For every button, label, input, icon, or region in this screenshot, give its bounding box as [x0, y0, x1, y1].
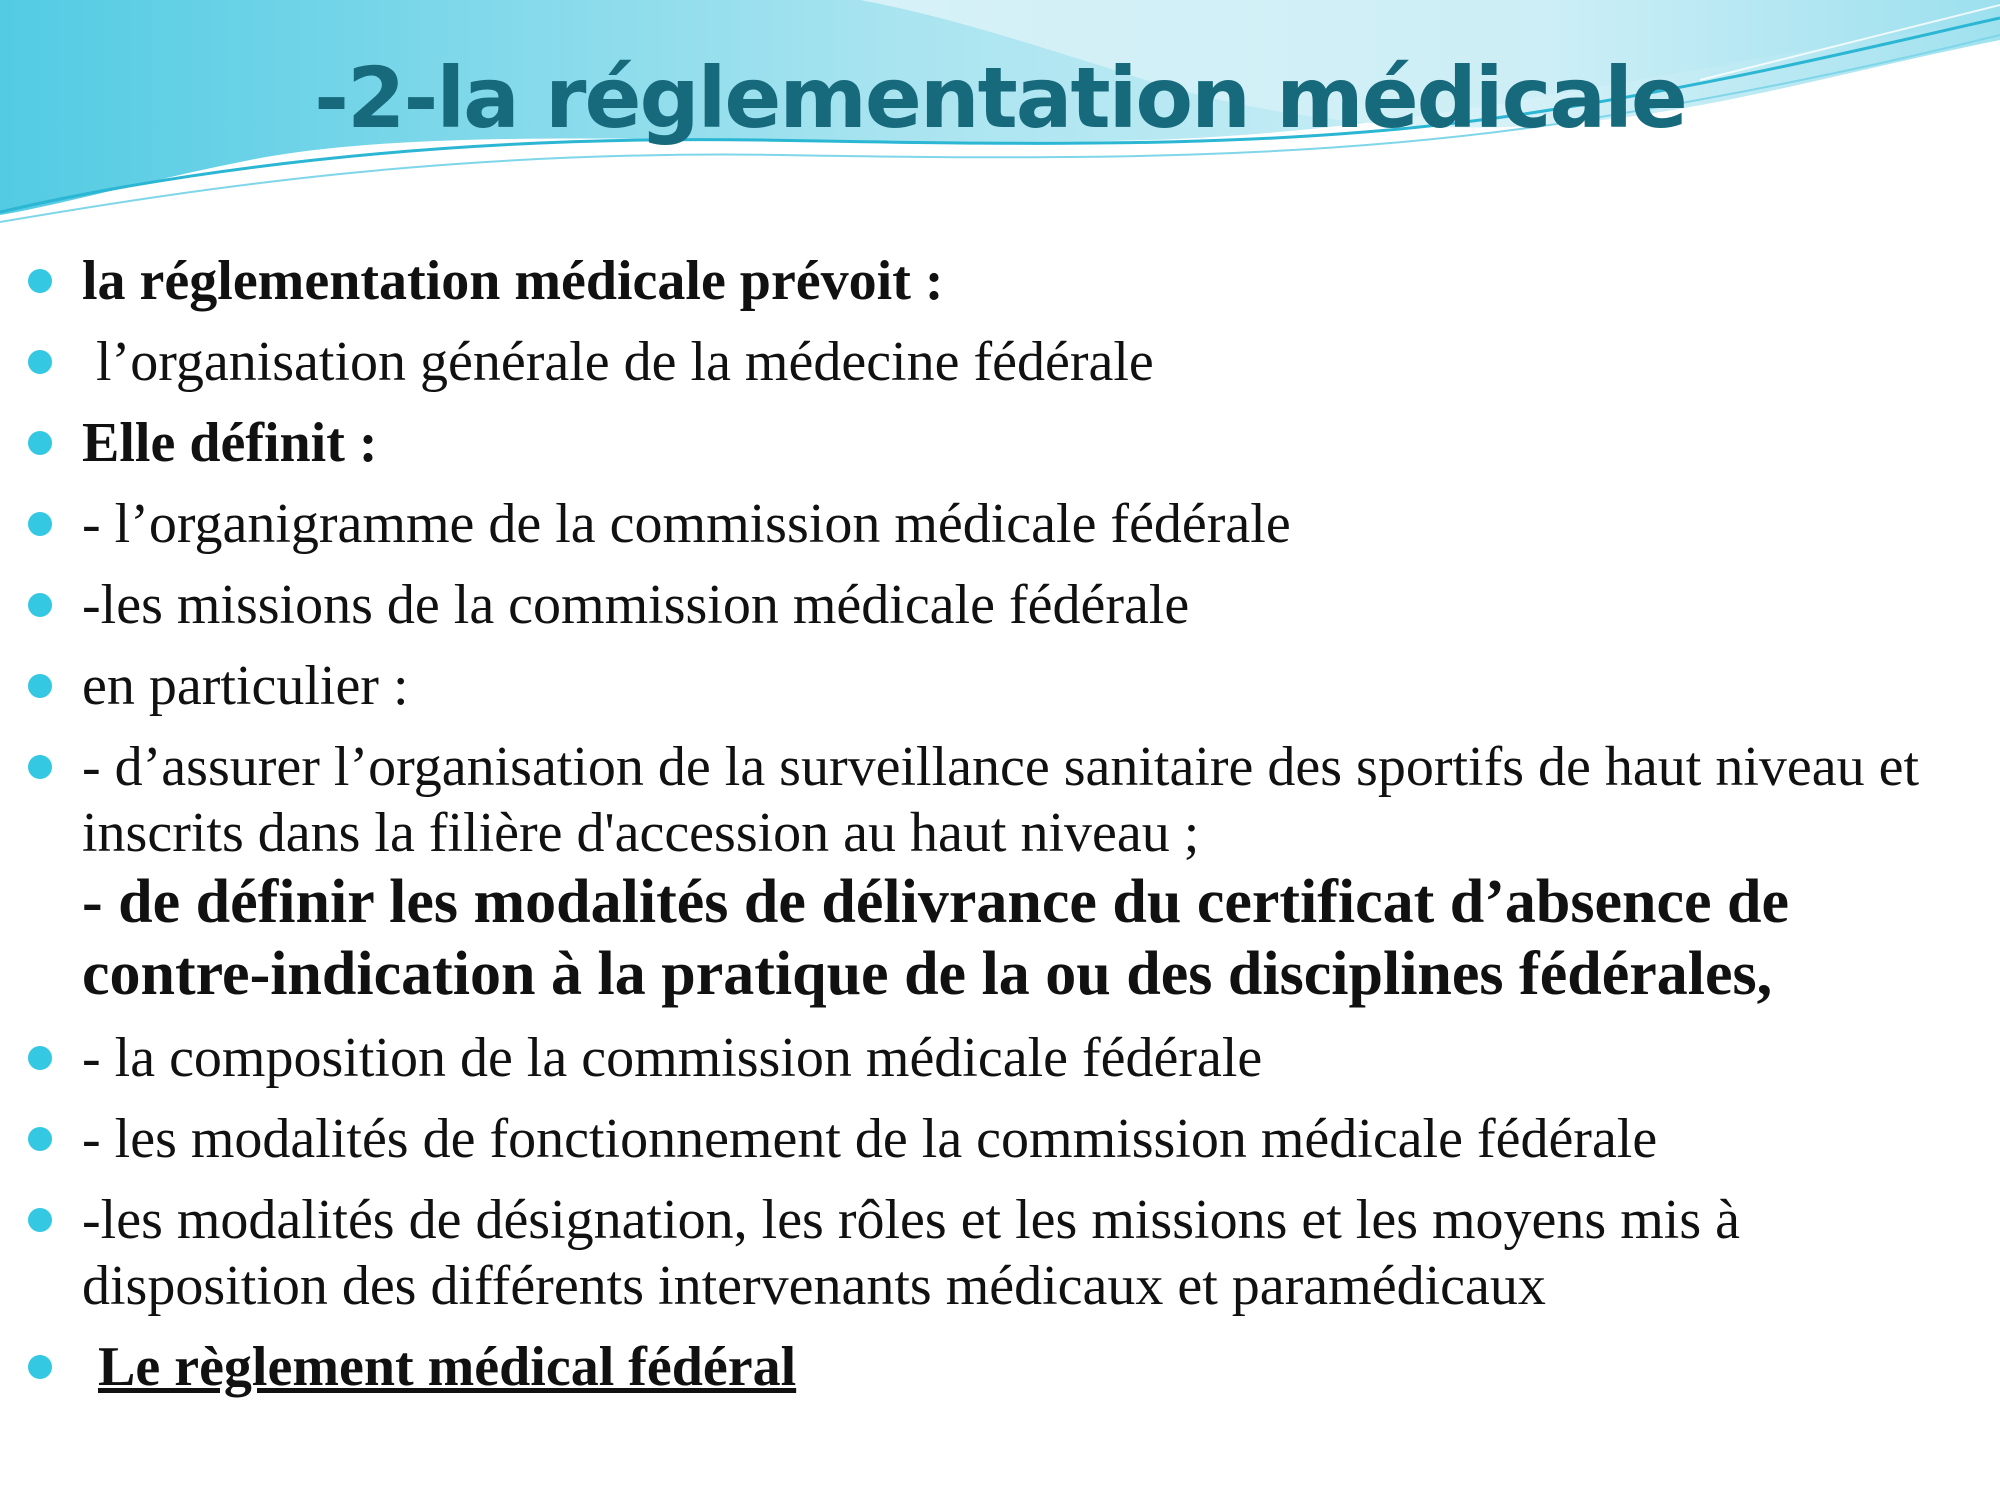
- bullet-dot-icon: [28, 1127, 52, 1151]
- list-item: [20, 1025, 1970, 1091]
- item-text: - l’organigramme de la commission médicale fédérale: [82, 493, 1291, 555]
- item-text: - d’assurer l’organisation de la surveillance sanitaire des sportifs de haut niveau et inscrits dans la filière d'accession au haut niveau ;: [82, 736, 1920, 864]
- list-item: [20, 734, 1970, 1010]
- item-text: la réglementation médicale prévoit :: [82, 250, 944, 312]
- bullet-dot-icon: [28, 350, 52, 374]
- item-text: Elle définit :: [82, 412, 378, 474]
- slide-title: -2-la réglementation médicale: [314, 49, 1686, 147]
- bullet-dot-icon: [28, 1355, 52, 1379]
- item-text: - les modalités de fonctionnement de la commission médicale fédérale: [82, 1108, 1658, 1170]
- list-item: [20, 572, 1970, 638]
- bullet-dot-icon: [28, 512, 52, 536]
- list-item: [20, 653, 1970, 719]
- bullet-dot-icon: [28, 593, 52, 617]
- list-item: [20, 248, 1970, 314]
- list-item: [20, 329, 1970, 395]
- item-text: l’organisation générale de la médecine fédérale: [82, 331, 1154, 393]
- bullet-dot-icon: [28, 431, 52, 455]
- list-item: [20, 410, 1970, 476]
- item-text: en particulier :: [82, 655, 409, 717]
- bullet-list: [20, 248, 1970, 1415]
- item-text-heading: Le règlement médical fédéral: [98, 1336, 797, 1398]
- list-item: [20, 1187, 1970, 1319]
- list-item: [20, 1106, 1970, 1172]
- bullet-dot-icon: [28, 269, 52, 293]
- bullet-dot-icon: [28, 1208, 52, 1232]
- list-item: [20, 491, 1970, 557]
- bullet-dot-icon: [28, 755, 52, 779]
- bullet-dot-icon: [28, 1046, 52, 1070]
- item-text: -les missions de la commission médicale fédérale: [82, 574, 1190, 636]
- item-text: - la composition de la commission médicale fédérale: [82, 1027, 1263, 1089]
- bullet-dot-icon: [28, 674, 52, 698]
- item-text: -les modalités de désignation, les rôles et les missions et les moyens mis à disposition des différents intervenants médicaux et paramédicaux: [82, 1189, 1740, 1317]
- list-item: [20, 1334, 1970, 1400]
- emphasis-text: - de définir les modalités de délivrance du certificat d’absence de contre-indication à la pratique de la ou des disciplines fédérales,: [82, 868, 1790, 1008]
